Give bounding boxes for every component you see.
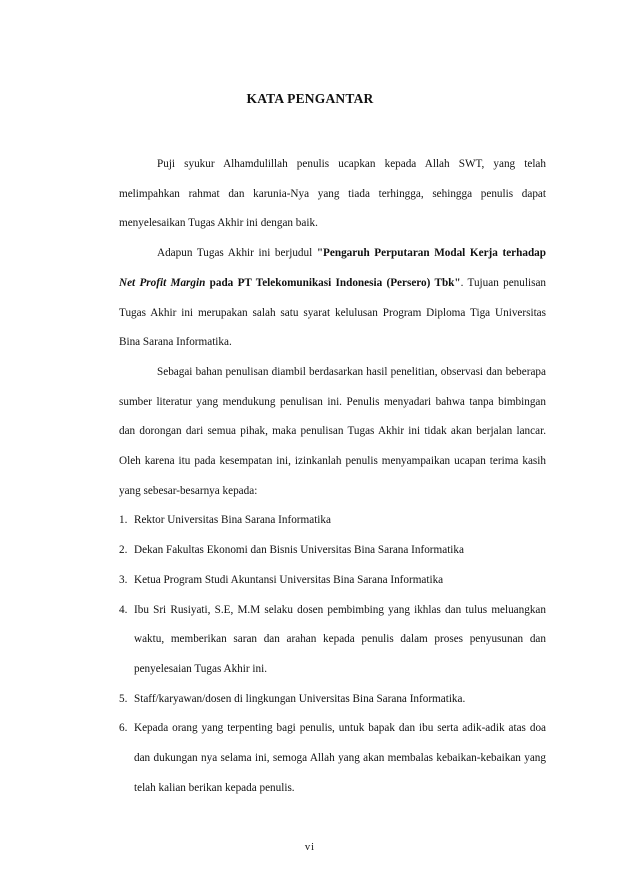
page-number: vi bbox=[304, 842, 316, 853]
thesis-title-part-2: pada PT Telekomunikasi Indonesia (Persero) Tbk" bbox=[205, 276, 461, 289]
paragraph-3: Sebagai bahan penulisan diambil berdasarkan hasil penelitian, observasi dan beberapa sumber literatur yang mendukung penulisan ini. Penulis menyadari bahwa tanpa bimbingan dan dorongan dari semua pihak, maka penulisan Tugas Akhir ini tidak akan berjalan lancar. Oleh karena itu pada kesempatan ini, izinkanlah penulis menyampaikan ucapan terima kasih yang sebesar-besarnya kepada: bbox=[119, 365, 546, 497]
paragraph-2-intro: Adapun Tugas Akhir ini berjudul bbox=[157, 247, 317, 260]
list-text: Kepada orang yang terpenting bagi penulis, untuk bapak dan ibu serta adik-adik atas doa dan dukungan nya selama ini, semoga Allah yang akan membalas kebaikan-kebaikan yang telah kalian berikan kepada penulis. bbox=[134, 722, 546, 794]
list-text: Ketua Program Studi Akuntansi Universitas Bina Sarana Informatika bbox=[134, 573, 444, 586]
list-item bbox=[119, 685, 546, 715]
list-item bbox=[119, 506, 546, 536]
list-item bbox=[119, 536, 546, 566]
thesis-title-part-1: "Pengaruh Perputaran Modal Kerja terhadap bbox=[316, 247, 546, 260]
list-text: Staff/karyawan/dosen di lingkungan Universitas Bina Sarana Informatika. bbox=[134, 692, 466, 705]
list-number: 4. bbox=[119, 603, 128, 616]
list-number: 3. bbox=[119, 573, 128, 586]
list-number: 6. bbox=[119, 722, 128, 735]
list-number: 2. bbox=[119, 544, 128, 557]
body-text bbox=[119, 150, 546, 803]
list-text: Ibu Sri Rusiyati, S.E, M.M selaku dosen pembimbing yang ikhlas dan tulus meluangkan waktu, memberikan saran dan arahan kepada penulis dalam proses penyusunan dan penyelesaian Tugas Akhir ini. bbox=[134, 603, 546, 675]
list-text: Rektor Universitas Bina Sarana Informatika bbox=[134, 514, 331, 527]
paragraph-2-rest: . Tujuan penulisan Tugas Akhir ini merupakan salah satu syarat kelulusan Program Diploma Tiga Universitas Bina Sarana Informatika. bbox=[119, 276, 546, 349]
list-text: Dekan Fakultas Ekonomi dan Bisnis Universitas Bina Sarana Informatika bbox=[134, 544, 464, 557]
list-number: 1. bbox=[119, 514, 128, 527]
paragraph-1: Puji syukur Alhamdulillah penulis ucapkan kepada Allah SWT, yang telah melimpahkan rahmat dan karunia-Nya yang tiada terhingga, sehingga penulis dapat menyelesaikan Tugas Akhir ini dengan baik. bbox=[119, 158, 546, 230]
paragraph-2 bbox=[119, 239, 546, 358]
page-title: KATA PENGANTAR bbox=[246, 91, 374, 106]
thesis-title-italic: Net Profit Margin bbox=[119, 276, 206, 289]
list-number: 5. bbox=[119, 692, 128, 705]
list-item bbox=[119, 596, 546, 685]
list-item bbox=[119, 714, 546, 803]
list-item bbox=[119, 566, 546, 596]
acknowledgement-list bbox=[119, 506, 546, 803]
